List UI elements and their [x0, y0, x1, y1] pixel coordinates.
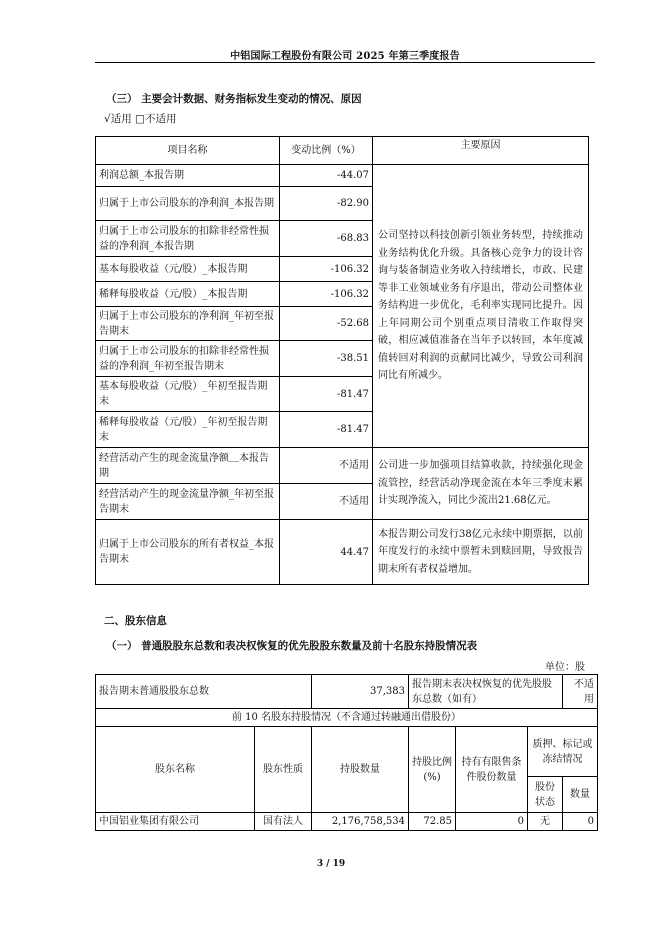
total-holders-label: 报告期末普通股股东总数: [96, 675, 312, 709]
pref-holders-label: 报告期末表决权恢复的优先股股东总数（如有）: [409, 675, 563, 709]
col-pledge-group: 质押、标记或冻结情况: [528, 727, 598, 777]
reason-profit: 公司坚持以科技创新引领业务转型，持续推动业务结构优化升级。具备核心竞争力的设计咨询与装备制造业务收入持续增长，市政、民建等非工业领域业务有序退出，带动公司整体业务结构进一步优化，毛利率实现同比提升。因上年同期公司个别重点项目清收工作取得突破，相应减值准备在当年予以转回，本年度减值转回对利润的贡献同比减少，导致公司利润同比有所减少。: [373, 165, 589, 448]
reason-cashflow: 公司进一步加强项目结算收款，持续强化现金流管控，经营活动净现金流在本年三季度末累计实现净流入，同比少流出21.68亿元。: [373, 448, 589, 520]
row-value: -68.83: [280, 221, 373, 257]
holder-count: 0: [563, 813, 598, 831]
row-value: 44.47: [280, 520, 373, 585]
top10-caption: 前 10 名股东持股情况（不含通过转融通出借股份）: [96, 709, 598, 727]
col-holding-qty: 持股数量: [312, 727, 409, 813]
row-value: -106.32: [280, 282, 373, 307]
col-holder-nature: 股东性质: [255, 727, 312, 813]
reason-equity: 本报告期公司发行38亿元永续中期票据，以前年度发行的永续中票暂未到赎回期，导致报告期末所有者权益增加。: [373, 520, 589, 585]
row-name: 经营活动产生的现金流量净额_年初至报告期末: [96, 484, 280, 520]
pref-holders-value: 不适用: [563, 675, 598, 709]
row-name: 利润总额_本报告期: [96, 165, 280, 187]
shareholder-summary-table: [95, 674, 598, 831]
col-share-status: 股份状态: [528, 777, 563, 813]
col-pledge-count: 数量: [563, 777, 598, 813]
row-name: 归属于上市公司股东的扣除非经常性损益的净利润_年初至报告期末: [96, 341, 280, 377]
row-name: 基本每股收益（元/股）_本报告期: [96, 257, 280, 282]
col-holding-pct: 持股比例(%): [409, 727, 456, 813]
row-value: -81.47: [280, 377, 373, 412]
row-name: 归属于上市公司股东的扣除非经常性损益的净利润_本报告期: [96, 221, 280, 257]
col-header-reason: 主要原因: [373, 137, 589, 165]
header-divider: [95, 62, 595, 63]
change-reasons-table: [95, 136, 589, 585]
row-name: 稀释每股收益（元/股）_本报告期: [96, 282, 280, 307]
row-value: -81.47: [280, 412, 373, 448]
row-name: 基本每股收益（元/股）_年初至报告期末: [96, 377, 280, 412]
total-holders-value: 37,383: [312, 675, 409, 709]
section3-title: （三） 主要会计数据、财务指标发生变动的情况、原因: [106, 93, 362, 105]
row-value: -106.32: [280, 257, 373, 282]
col-header-ratio: 变动比例（%）: [280, 137, 373, 165]
unit-label: 单位：股: [545, 662, 585, 673]
row-value: -44.07: [280, 165, 373, 187]
holder-name: 中国铝业集团有限公司: [96, 813, 255, 831]
page-number: 3 / 19: [316, 859, 346, 869]
row-name: 经营活动产生的现金流量净额＿本报告期: [96, 448, 280, 484]
col-header-item: 项目名称: [96, 137, 280, 165]
holder-nature: 国有法人: [255, 813, 312, 831]
holder-pct: 72.85: [409, 813, 456, 831]
col-holder-name: 股东名称: [96, 727, 255, 813]
holder-qty: 2,176,758,534: [312, 813, 409, 831]
row-name: 归属于上市公司股东的净利润_年初至报告期末: [96, 307, 280, 341]
holder-status: 无: [528, 813, 563, 831]
applicable-checkbox-line: √适用 □不适用: [104, 113, 177, 125]
col-restricted-qty: 持有有限售条件股份数量: [456, 727, 528, 813]
row-value: 不适用: [280, 448, 373, 484]
row-value: 不适用: [280, 484, 373, 520]
shareholder-subsection-title: （一） 普通股股东总数和表决权恢复的优先股股东数量及前十名股东持股情况表: [106, 640, 478, 652]
row-value: -82.90: [280, 187, 373, 221]
row-value: -38.51: [280, 341, 373, 377]
page-header: 中铝国际工程股份有限公司 2025 年第三季度报告: [230, 51, 460, 62]
row-name: 稀释每股收益（元/股）_年初至报告期末: [96, 412, 280, 448]
row-value: -52.68: [280, 307, 373, 341]
holder-restricted: 0: [456, 813, 528, 831]
shareholder-section-title: 二、股东信息: [104, 615, 167, 627]
row-name: 归属于上市公司股东的所有者权益_本报告期末: [96, 520, 280, 585]
row-name: 归属于上市公司股东的净利润_本报告期: [96, 187, 280, 221]
